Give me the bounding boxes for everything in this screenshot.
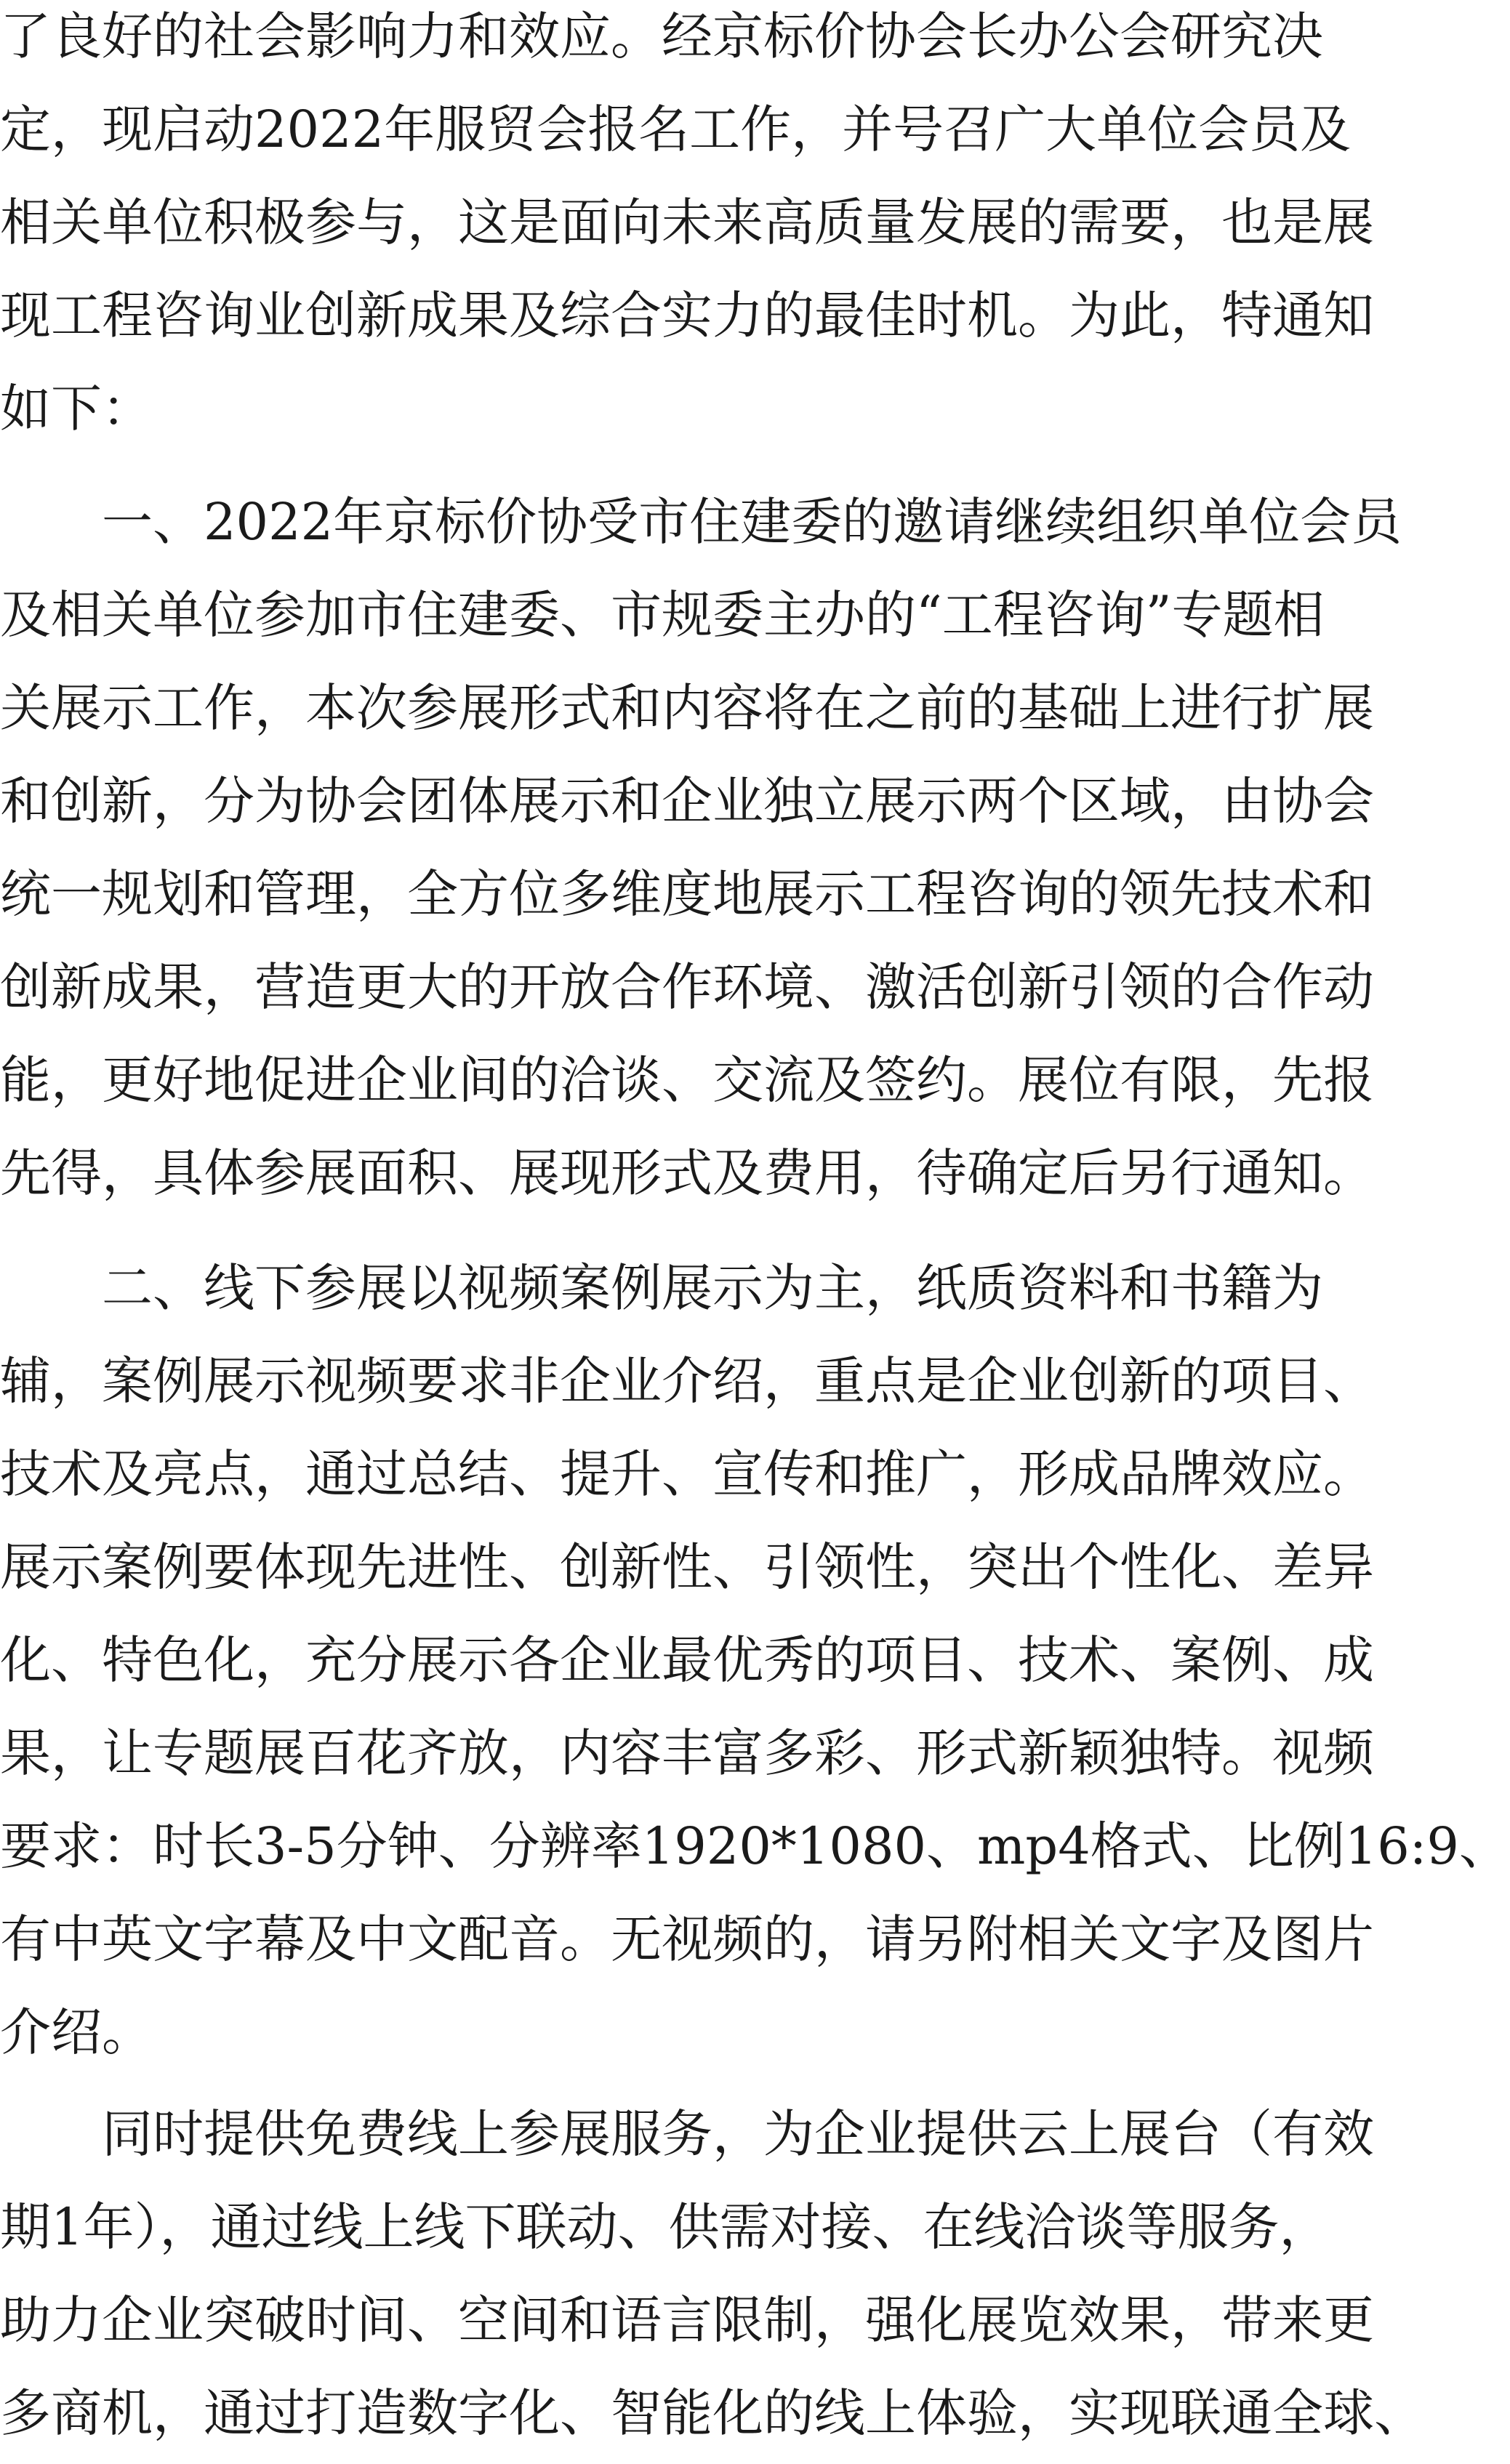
- text-line: 助力企业突破时间、空间和语言限制，强化展览效果，带来更: [0, 2290, 1374, 2350]
- text-line: 期1年），通过线上线下联动、供需对接、在线洽谈等服务，: [0, 2197, 1330, 2257]
- text-line: 现工程咨询业创新成果及综合实力的最佳时机。为此，特通知: [0, 286, 1374, 345]
- text-line: 展示案例要体现先进性、创新性、引领性，突出个性化、差异: [0, 1537, 1374, 1597]
- text-line: 统一规划和管理，全方位多维度地展示工程咨询的领先技术和: [0, 864, 1374, 924]
- text-line: 如下：: [0, 379, 153, 438]
- text-line: 一、2022年京标价协受市住建委的邀请继续组织单位会员: [0, 492, 1402, 552]
- text-line: 及相关单位参加市住建委、市规委主办的“工程咨询”专题相: [0, 585, 1325, 645]
- text-line: 二、线下参展以视频案例展示为主，纸质资料和书籍为: [0, 1258, 1323, 1318]
- text-line: 相关单位积极参与，这是面向未来高质量发展的需要，也是展: [0, 193, 1374, 252]
- text-line: 关展示工作，本次参展形式和内容将在之前的基础上进行扩展: [0, 678, 1374, 738]
- text-line: 先得，具体参展面积、展现形式及费用，待确定后另行通知。: [0, 1143, 1374, 1203]
- text-line: 技术及亮点，通过总结、提升、宣传和推广，形成品牌效应。: [0, 1444, 1374, 1504]
- text-line: 创新成果，营造更大的开放合作环境、激活创新引领的合作动: [0, 957, 1374, 1017]
- text-line: 果，让专题展百花齐放，内容丰富多彩、形式新颖独特。视频: [0, 1723, 1374, 1783]
- text-line: 能，更好地促进企业间的洽谈、交流及签约。展位有限，先报: [0, 1050, 1374, 1110]
- text-line: 多商机，通过打造数字化、智能化的线上体验，实现联通全球、: [0, 2383, 1425, 2443]
- text-line: 和创新，分为协会团体展示和企业独立展示两个区域，由协会: [0, 771, 1374, 831]
- text-line: 同时提供免费线上参展服务，为企业提供云上展台（有效: [0, 2104, 1374, 2164]
- text-line: 介绍。: [0, 2002, 153, 2062]
- text-line: 定，现启动2022年服贸会报名工作，并号召广大单位会员及: [0, 100, 1352, 159]
- text-line: 了良好的社会影响力和效应。经京标价协会长办公会研究决: [0, 7, 1323, 66]
- text-line: 化、特色化，充分展示各企业最优秀的项目、技术、案例、成: [0, 1630, 1374, 1690]
- text-line: 辅，案例展示视频要求非企业介绍，重点是企业创新的项目、: [0, 1351, 1374, 1411]
- text-line: 要求：时长3-5分钟、分辨率1920*1080、mp4格式、比例16:9、: [0, 1816, 1510, 1876]
- text-line: 有中英文字幕及中文配音。无视频的，请另附相关文字及图片: [0, 1909, 1374, 1969]
